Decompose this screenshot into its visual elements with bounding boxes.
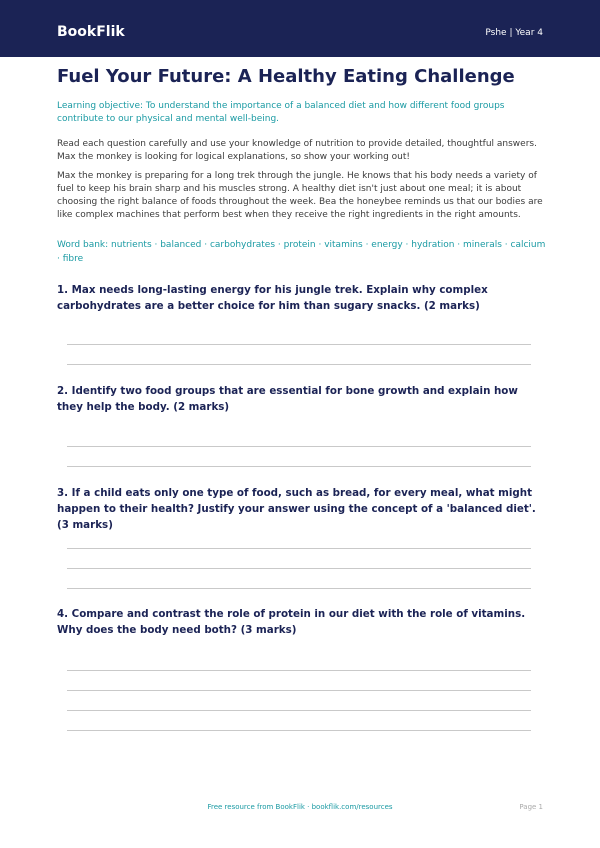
brand-logo: BookFlik (57, 24, 125, 40)
question-1: 1. Max needs long-lasting energy for his jungle trek. Explain why complex carbohydrates are a better choice for him than sugary snacks. (2 marks) (57, 284, 488, 312)
question-3: 3. If a child eats only one type of food, such as bread, for every meal, what might happen to their health? Justify your answer using the concept of a 'balanced diet'. (3 marks) (57, 487, 536, 531)
answer-line[interactable] (67, 446, 531, 447)
answer-line[interactable] (67, 730, 531, 731)
answer-line[interactable] (67, 710, 531, 711)
answer-line[interactable] (67, 364, 531, 365)
answer-line[interactable] (67, 568, 531, 569)
story-text: Max the monkey is preparing for a long trek through the jungle. He knows that his body needs a variety of fuel to keep his brain sharp and his muscles strong. A healthy diet isn't just about one meal; it is about choosing the right balance of foods throughout the week. Bea the honeybee reminds us that our bodies are like complex machines that perform best when they receive the right ingredients in the right amounts. (57, 171, 543, 220)
question-4: 4. Compare and contrast the role of protein in our diet with the role of vitamins. Why does the body need both? (3 marks) (57, 608, 526, 636)
page-title: Fuel Your Future: A Healthy Eating Challenge (57, 66, 515, 87)
page-number: Page 1 (519, 803, 543, 811)
page-header (0, 0, 600, 57)
answer-line[interactable] (67, 690, 531, 691)
footer-resource-link[interactable]: Free resource from BookFlik · bookflik.com/resources (207, 803, 393, 811)
subject-year: Pshe | Year 4 (485, 28, 543, 38)
instructions: Read each question carefully and use your knowledge of nutrition to provide detailed, thoughtful answers. Max the monkey is looking for logical explanations, so show your working out! (57, 139, 537, 162)
answer-line[interactable] (67, 344, 531, 345)
learning-objective: Learning objective: To understand the importance of a balanced diet and how different food groups contribute to our physical and mental well-being. (57, 101, 505, 124)
word-bank: Word bank: nutrients · balanced · carbohydrates · protein · vitamins · energy · hydration · minerals · calcium · fibre (57, 240, 546, 264)
answer-line[interactable] (67, 670, 531, 671)
question-2: 2. Identify two food groups that are essential for bone growth and explain how they help the body. (2 marks) (57, 385, 518, 413)
answer-line[interactable] (67, 466, 531, 467)
answer-line[interactable] (67, 588, 531, 589)
answer-line[interactable] (67, 548, 531, 549)
